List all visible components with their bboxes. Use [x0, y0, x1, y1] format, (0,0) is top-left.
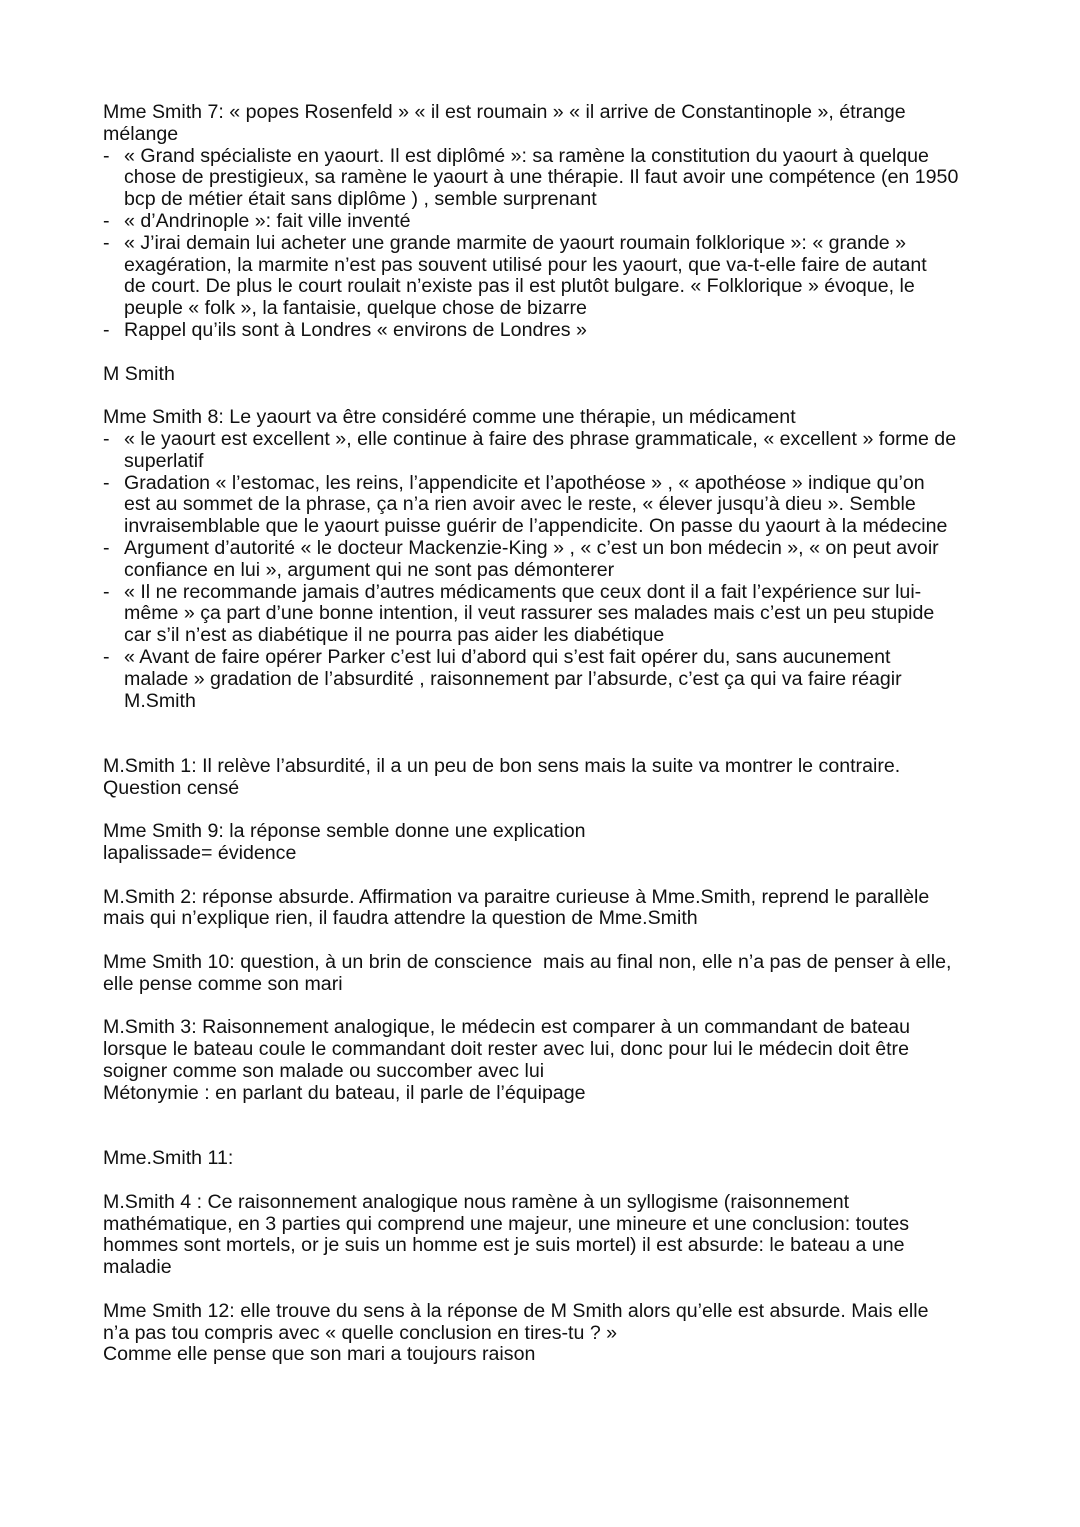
paragraph-spacer: [103, 996, 993, 1018]
mme-smith-8-heading: Mme Smith 8: Le yaourt va être considéré comme une thérapie, un médicament: [103, 406, 796, 429]
m-smith-2-paragraph: M.Smith 2: réponse absurde. Affirmation va paraitre curieuse à Mme.Smith, reprend le parallèle mais qui n’explique rien, il faudra attendre la question de Mme.Smith: [103, 885, 930, 930]
paragraph-spacer: [103, 1105, 993, 1149]
paragraph-spacer: [103, 930, 993, 952]
list-item: - « le yaourt est excellent », elle continue à faire des phrase grammaticale, « excellent » forme de superlatif: [103, 429, 993, 473]
m-smith-heading: M Smith: [103, 362, 175, 385]
paragraph-spacer: [103, 1279, 993, 1301]
list-item: - Gradation « l’estomac, les reins, l’appendicite et l’apothéose » , « apothéose » indique qu’on est au sommet de la phrase, ça n’a rien avoir avec le reste, « élever jusqu’à dieu ». Semble invraisemblable que le yaourt puisse guérir de l’appendicite. On passe du yaourt à la médecine: [103, 473, 993, 538]
list-item: - « J’irai demain lui acheter une grande marmite de yaourt roumain folklorique »: « grande » exagération, la marmite n’est pas souvent utilisé pour les yaourt, que va-t-elle faire de autant de court. De plus le court roulait n’existe pas il est plutôt bulgare. « Folklorique » évoque, le peuple « folk », la fantaisie, quelque chose de bizarre: [103, 233, 993, 320]
m-smith-4-paragraph: M.Smith 4 : Ce raisonnement analogique nous ramène à un syllogisme (raisonnement mathématique, en 3 parties qui comprend une majeur, une mineure et une conclusion: toutes hommes sont mortels, or je suis un homme est je suis mortel) il est absurde: le bateau a une maladie: [103, 1190, 910, 1279]
list-item: - « Grand spécialiste en yaourt. Il est diplômé »: sa ramène la constitution du yaourt à quelque chose de prestigieux, sa ramène le yaourt à une thérapie. Il faut avoir une compétence (en 1950 bcp de métier était sans diplôme ) , semble surprenant: [103, 146, 993, 211]
paragraph-spacer: [103, 385, 993, 407]
mme-smith-12-paragraph: Mme Smith 12: elle trouve du sens à la réponse de M Smith alors qu’elle est absurde. Mais elle n’a pas tou compris avec « quelle conclusion en tires-tu ? » Comme elle pense que son mari a toujours raison: [103, 1299, 929, 1366]
mme-smith-7-bullet-list: [103, 146, 993, 342]
list-item: - « Il ne recommande jamais d’autres médicaments que ceux dont il a fait l’expérience sur lui- même » ça part d’une bonne intention, il veut rassurer ses malades mais c’est un peu stupide car s’il n’est as diabétique il ne pourra pas aider les diabétique: [103, 582, 993, 647]
paragraph-spacer: [103, 800, 993, 822]
mme-smith-10-paragraph: Mme Smith 10: question, à un brin de conscience mais au final non, elle n’a pas de penser à elle, elle pense comme son mari: [103, 951, 952, 995]
document-page: [103, 102, 993, 1366]
paragraph-spacer: [103, 342, 993, 364]
m-smith-1-paragraph: M.Smith 1: Il relève l’absurdité, il a un peu de bon sens mais la suite va montrer le contraire. Question censé: [103, 754, 901, 799]
list-item: - « Avant de faire opérer Parker c’est lui d’abord qui s’est fait opérer du, sans aucunement malade » gradation de l’absurdité , raisonnement par l’absurde, c’est ça qui va faire réagir M.Smith: [103, 647, 993, 712]
list-item: - Rappel qu’ils sont à Londres « environs de Londres »: [103, 320, 993, 342]
paragraph-spacer: [103, 712, 993, 756]
paragraph-spacer: [103, 865, 993, 887]
paragraph-spacer: [103, 1170, 993, 1192]
mme-smith-11-paragraph: Mme.Smith 11:: [103, 1147, 234, 1170]
list-item: - Argument d’autorité « le docteur Mackenzie-King » , « c’est un bon médecin », « on peut avoir confiance en lui », argument qui ne sont pas démonterer: [103, 538, 993, 582]
mme-smith-7-heading: Mme Smith 7: « popes Rosenfeld » « il est roumain » « il arrive de Constantinople », étrange mélange: [103, 101, 906, 145]
mme-smith-9-paragraph: Mme Smith 9: la réponse semble donne une explication lapalissade= évidence: [103, 820, 586, 865]
m-smith-3-paragraph: M.Smith 3: Raisonnement analogique, le médecin est comparer à un commandant de bateau lorsque le bateau coule le commandant doit rester avec lui, donc pour lui le médecin doit être soigner comme son malade ou succomber avec lui Métonymie : en parlant du bateau, il parle de l’équipage: [103, 1016, 911, 1104]
list-item: - « d’Andrinople »: fait ville inventé: [103, 211, 993, 233]
mme-smith-8-bullet-list: [103, 429, 993, 712]
